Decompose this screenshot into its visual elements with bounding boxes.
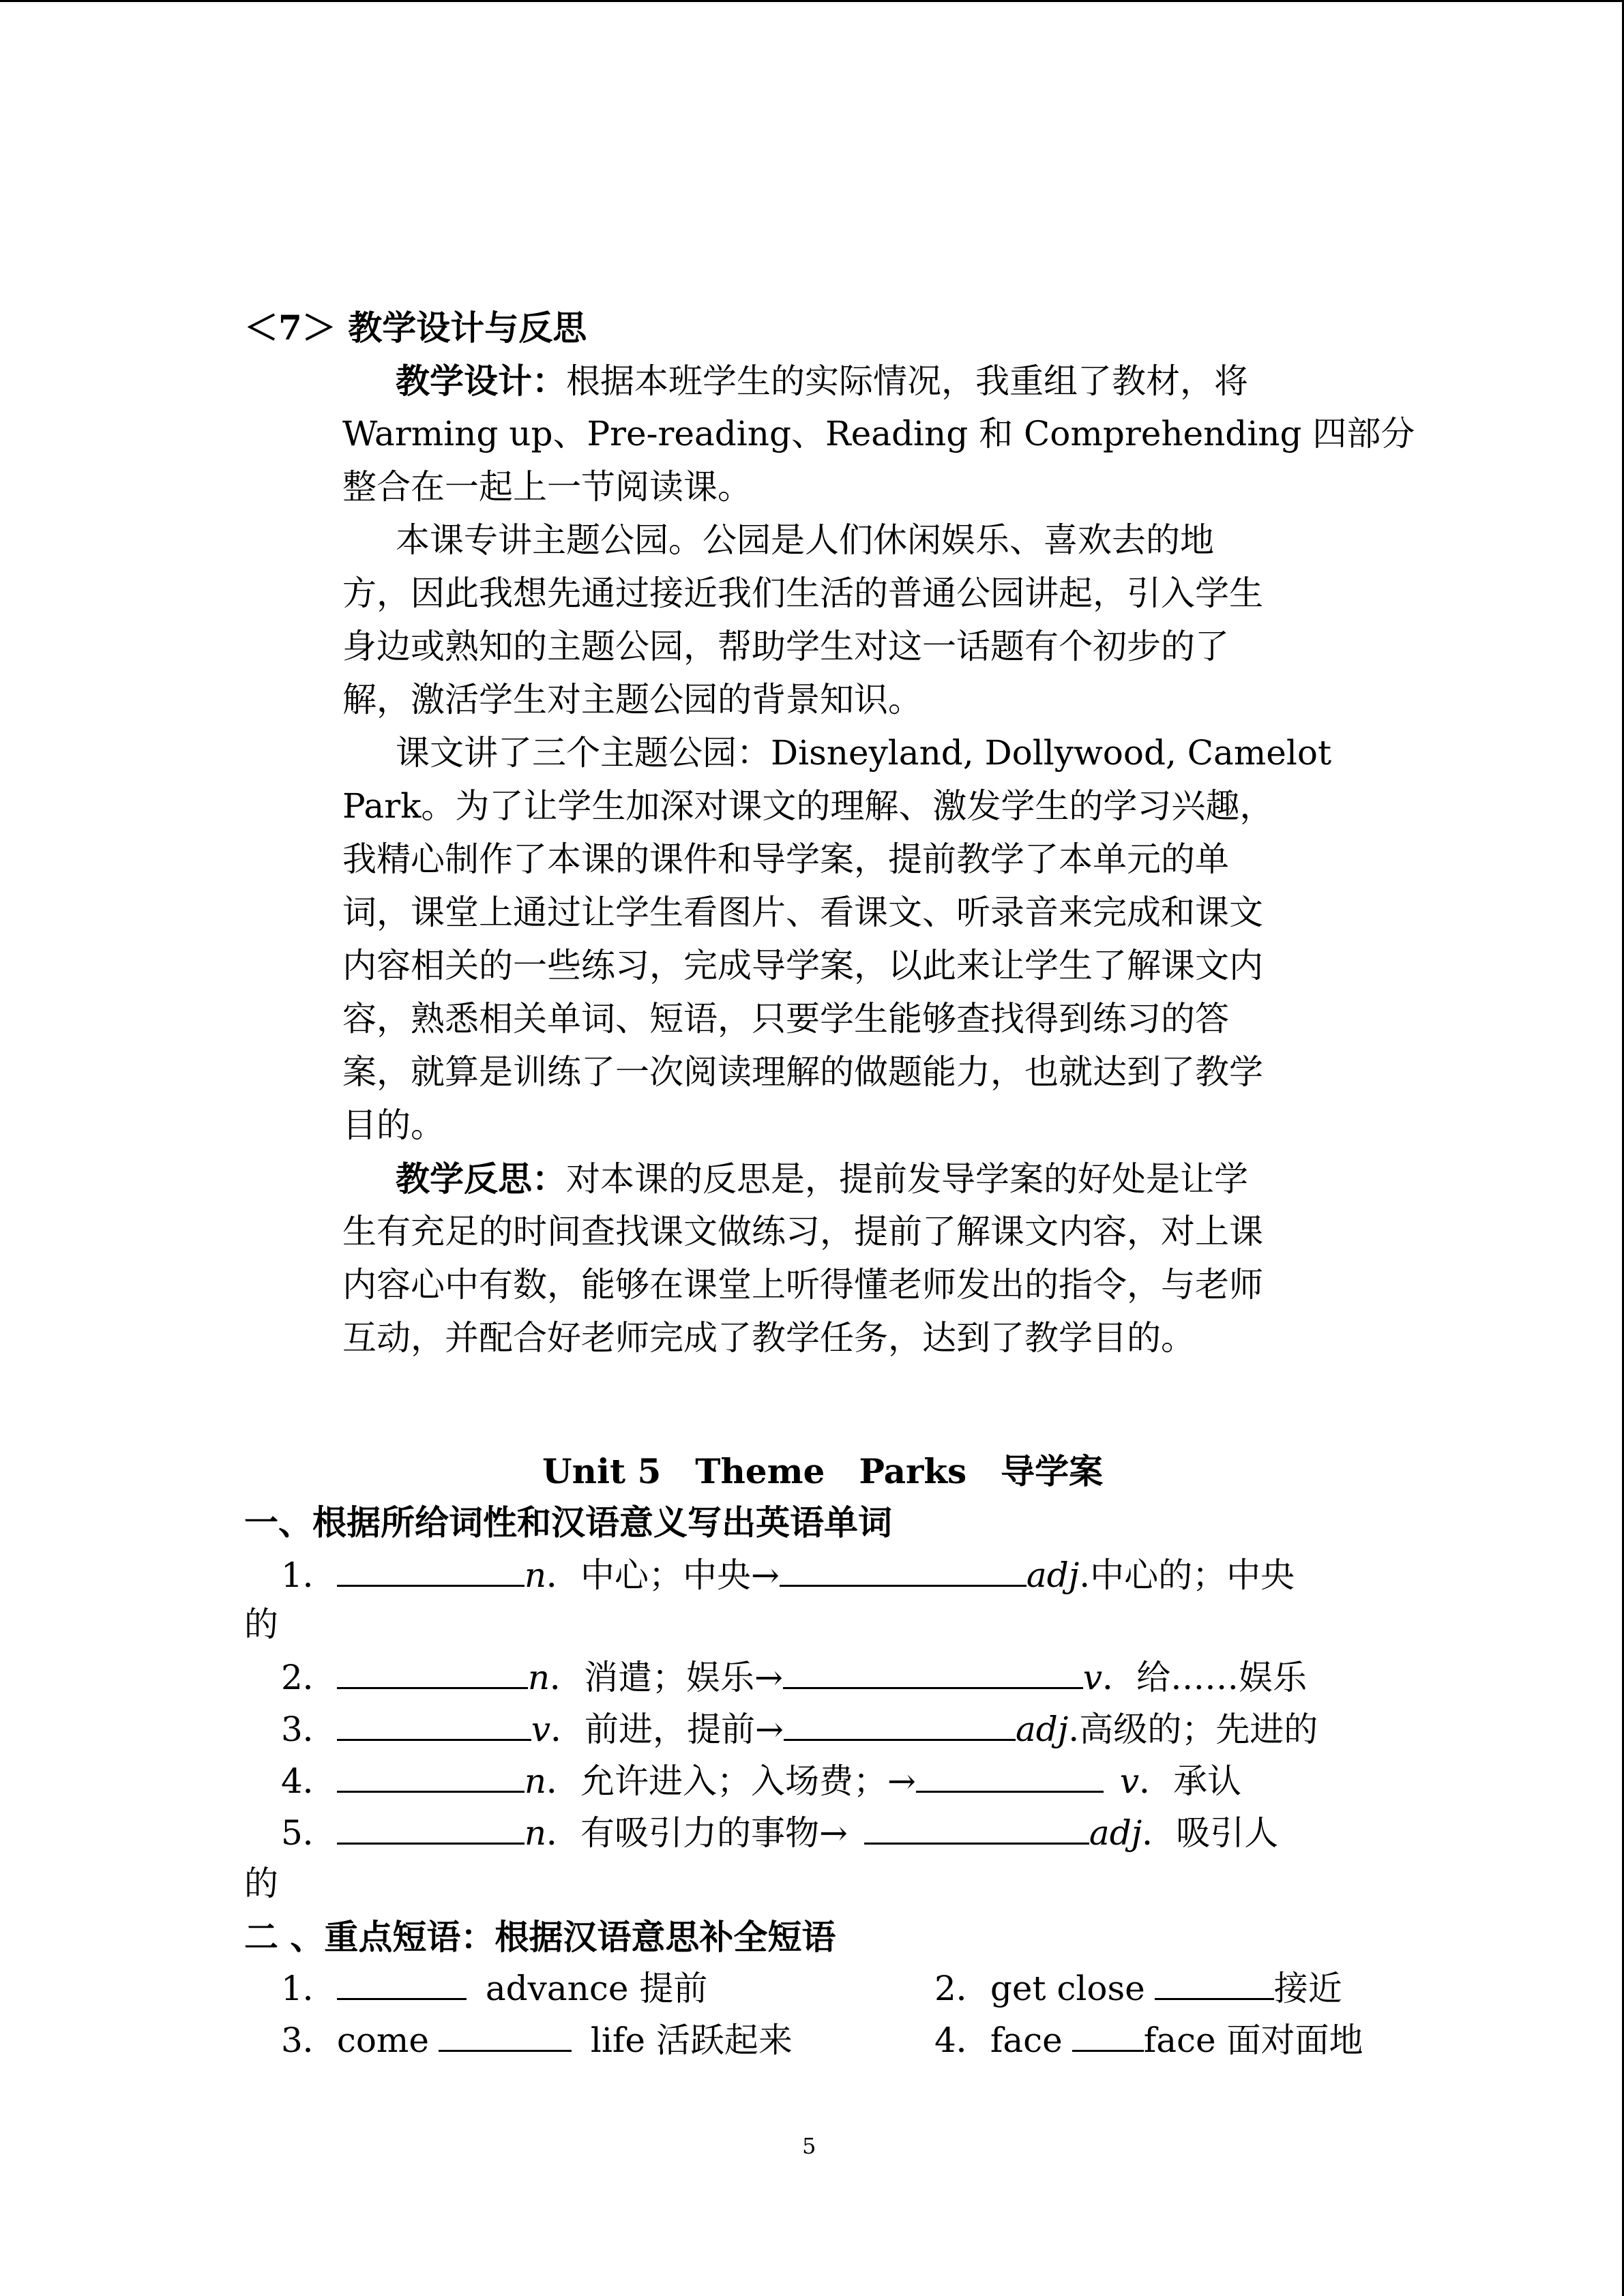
phrase-item-4: 4．face face 面对面地 (934, 2021, 1363, 2060)
answer-blank[interactable] (864, 1814, 1089, 1845)
answer-blank[interactable] (780, 1556, 1027, 1587)
answer-blank[interactable] (1155, 1969, 1274, 2000)
answer-blank[interactable] (337, 1710, 531, 1741)
answer-blank[interactable] (337, 1658, 528, 1689)
vocab-item-5-cont: 的 (244, 1864, 278, 1903)
reflect-para-line-1: 教学反思：对本课的反思是，提前发导学案的好处是让学 (396, 1159, 1248, 1199)
parks-para-line-2: 方，因此我想先通过接近我们生活的普通公园讲起，引入学生 (342, 573, 1263, 613)
answer-blank[interactable] (784, 1710, 1016, 1741)
vocab-item-1-cont: 的 (244, 1605, 278, 1644)
text-para-line-1: 课文讲了三个主题公园：Disneyland, Dollywood, Camelot (396, 733, 1332, 773)
reflect-para-line-2: 生有充足的时间查找课文做练习，提前了解课文内容，对上课 (342, 1212, 1263, 1251)
reflect-label: 教学反思： (396, 1159, 566, 1199)
vocab-item-3: 3． v．前进，提前→ adj.高级的；先进的 (281, 1710, 1318, 1749)
text-para-line-2: Park。为了让学生加深对课文的理解、激发学生的学习兴趣， (342, 786, 1274, 826)
reflect-para-line-3: 内容心中有数，能够在课堂上听得懂老师发出的指令，与老师 (342, 1265, 1263, 1304)
page-number: 5 (802, 2133, 816, 2159)
phrase-item-2: 2．get close 接近 (934, 1969, 1342, 2008)
design-label: 教学设计： (396, 361, 566, 401)
answer-blank[interactable] (337, 1814, 525, 1845)
text-para-line-6: 容，熟悉相关单词、短语，只要学生能够查找得到练习的答 (342, 999, 1229, 1039)
design-para-line-1: 教学设计：根据本班学生的实际情况，我重组了教材，将 (396, 361, 1248, 401)
design-para-line-2: Warming up、Pre-reading、Reading 和 Comprehending 四部分 (342, 414, 1415, 453)
part2-heading: 二 、重点短语：根据汉语意思补全短语 (244, 1917, 836, 1957)
phrase-item-3: 3．come life 活跃起来 (281, 2021, 793, 2060)
answer-blank[interactable] (783, 1658, 1083, 1689)
text-para-line-7: 案，就算是训练了一次阅读理解的做题能力，也就达到了教学 (342, 1052, 1263, 1092)
phrase-item-1: 1． advance 提前 (281, 1969, 708, 2008)
reflect-para-line-4: 互动，并配合好老师完成了教学任务，达到了教学目的。 (342, 1318, 1195, 1358)
vocab-item-5: 5． n．有吸引力的事物→ adj．吸引人 (281, 1813, 1279, 1853)
answer-blank[interactable] (337, 1556, 525, 1587)
vocab-item-2: 2． n．消遣；娱乐→ v．给……娱乐 (281, 1658, 1308, 1697)
vocab-item-1: 1． n．中心；中央→ adj.中心的；中央 (281, 1555, 1295, 1595)
answer-blank[interactable] (916, 1762, 1104, 1793)
text-para-line-3: 我精心制作了本课的课件和导学案，提前教学了本单元的单 (342, 839, 1229, 879)
section-heading: ＜7＞ 教学设计与反思 (244, 308, 587, 348)
answer-blank[interactable] (337, 1762, 525, 1793)
parks-para-line-3: 身边或熟知的主题公园，帮助学生对这一话题有个初步的了 (342, 627, 1229, 666)
text-para-line-8: 目的。 (342, 1105, 445, 1145)
answer-blank[interactable] (1072, 2021, 1144, 2052)
vocab-item-4: 4． n．允许进入；入场费；→ v．承认 (281, 1761, 1242, 1801)
text-para-line-5: 内容相关的一些练习，完成导学案，以此来让学生了解课文内 (342, 946, 1263, 985)
answer-blank[interactable] (439, 2021, 572, 2052)
text-para-line-4: 词，课堂上通过让学生看图片、看课文、听录音来完成和课文 (342, 893, 1263, 932)
answer-blank[interactable] (337, 1969, 467, 2000)
parks-para-line-1: 本课专讲主题公园。公园是人们休闲娱乐、喜欢去的地 (396, 520, 1214, 560)
handout-title: Unit 5 Theme Parks 导学案 (542, 1451, 1104, 1491)
part1-heading: 一、根据所给词性和汉语意义写出英语单词 (244, 1502, 892, 1542)
parks-para-line-4: 解，激活学生对主题公园的背景知识。 (342, 680, 922, 719)
design-para-line-3: 整合在一起上一节阅读课。 (342, 467, 752, 507)
